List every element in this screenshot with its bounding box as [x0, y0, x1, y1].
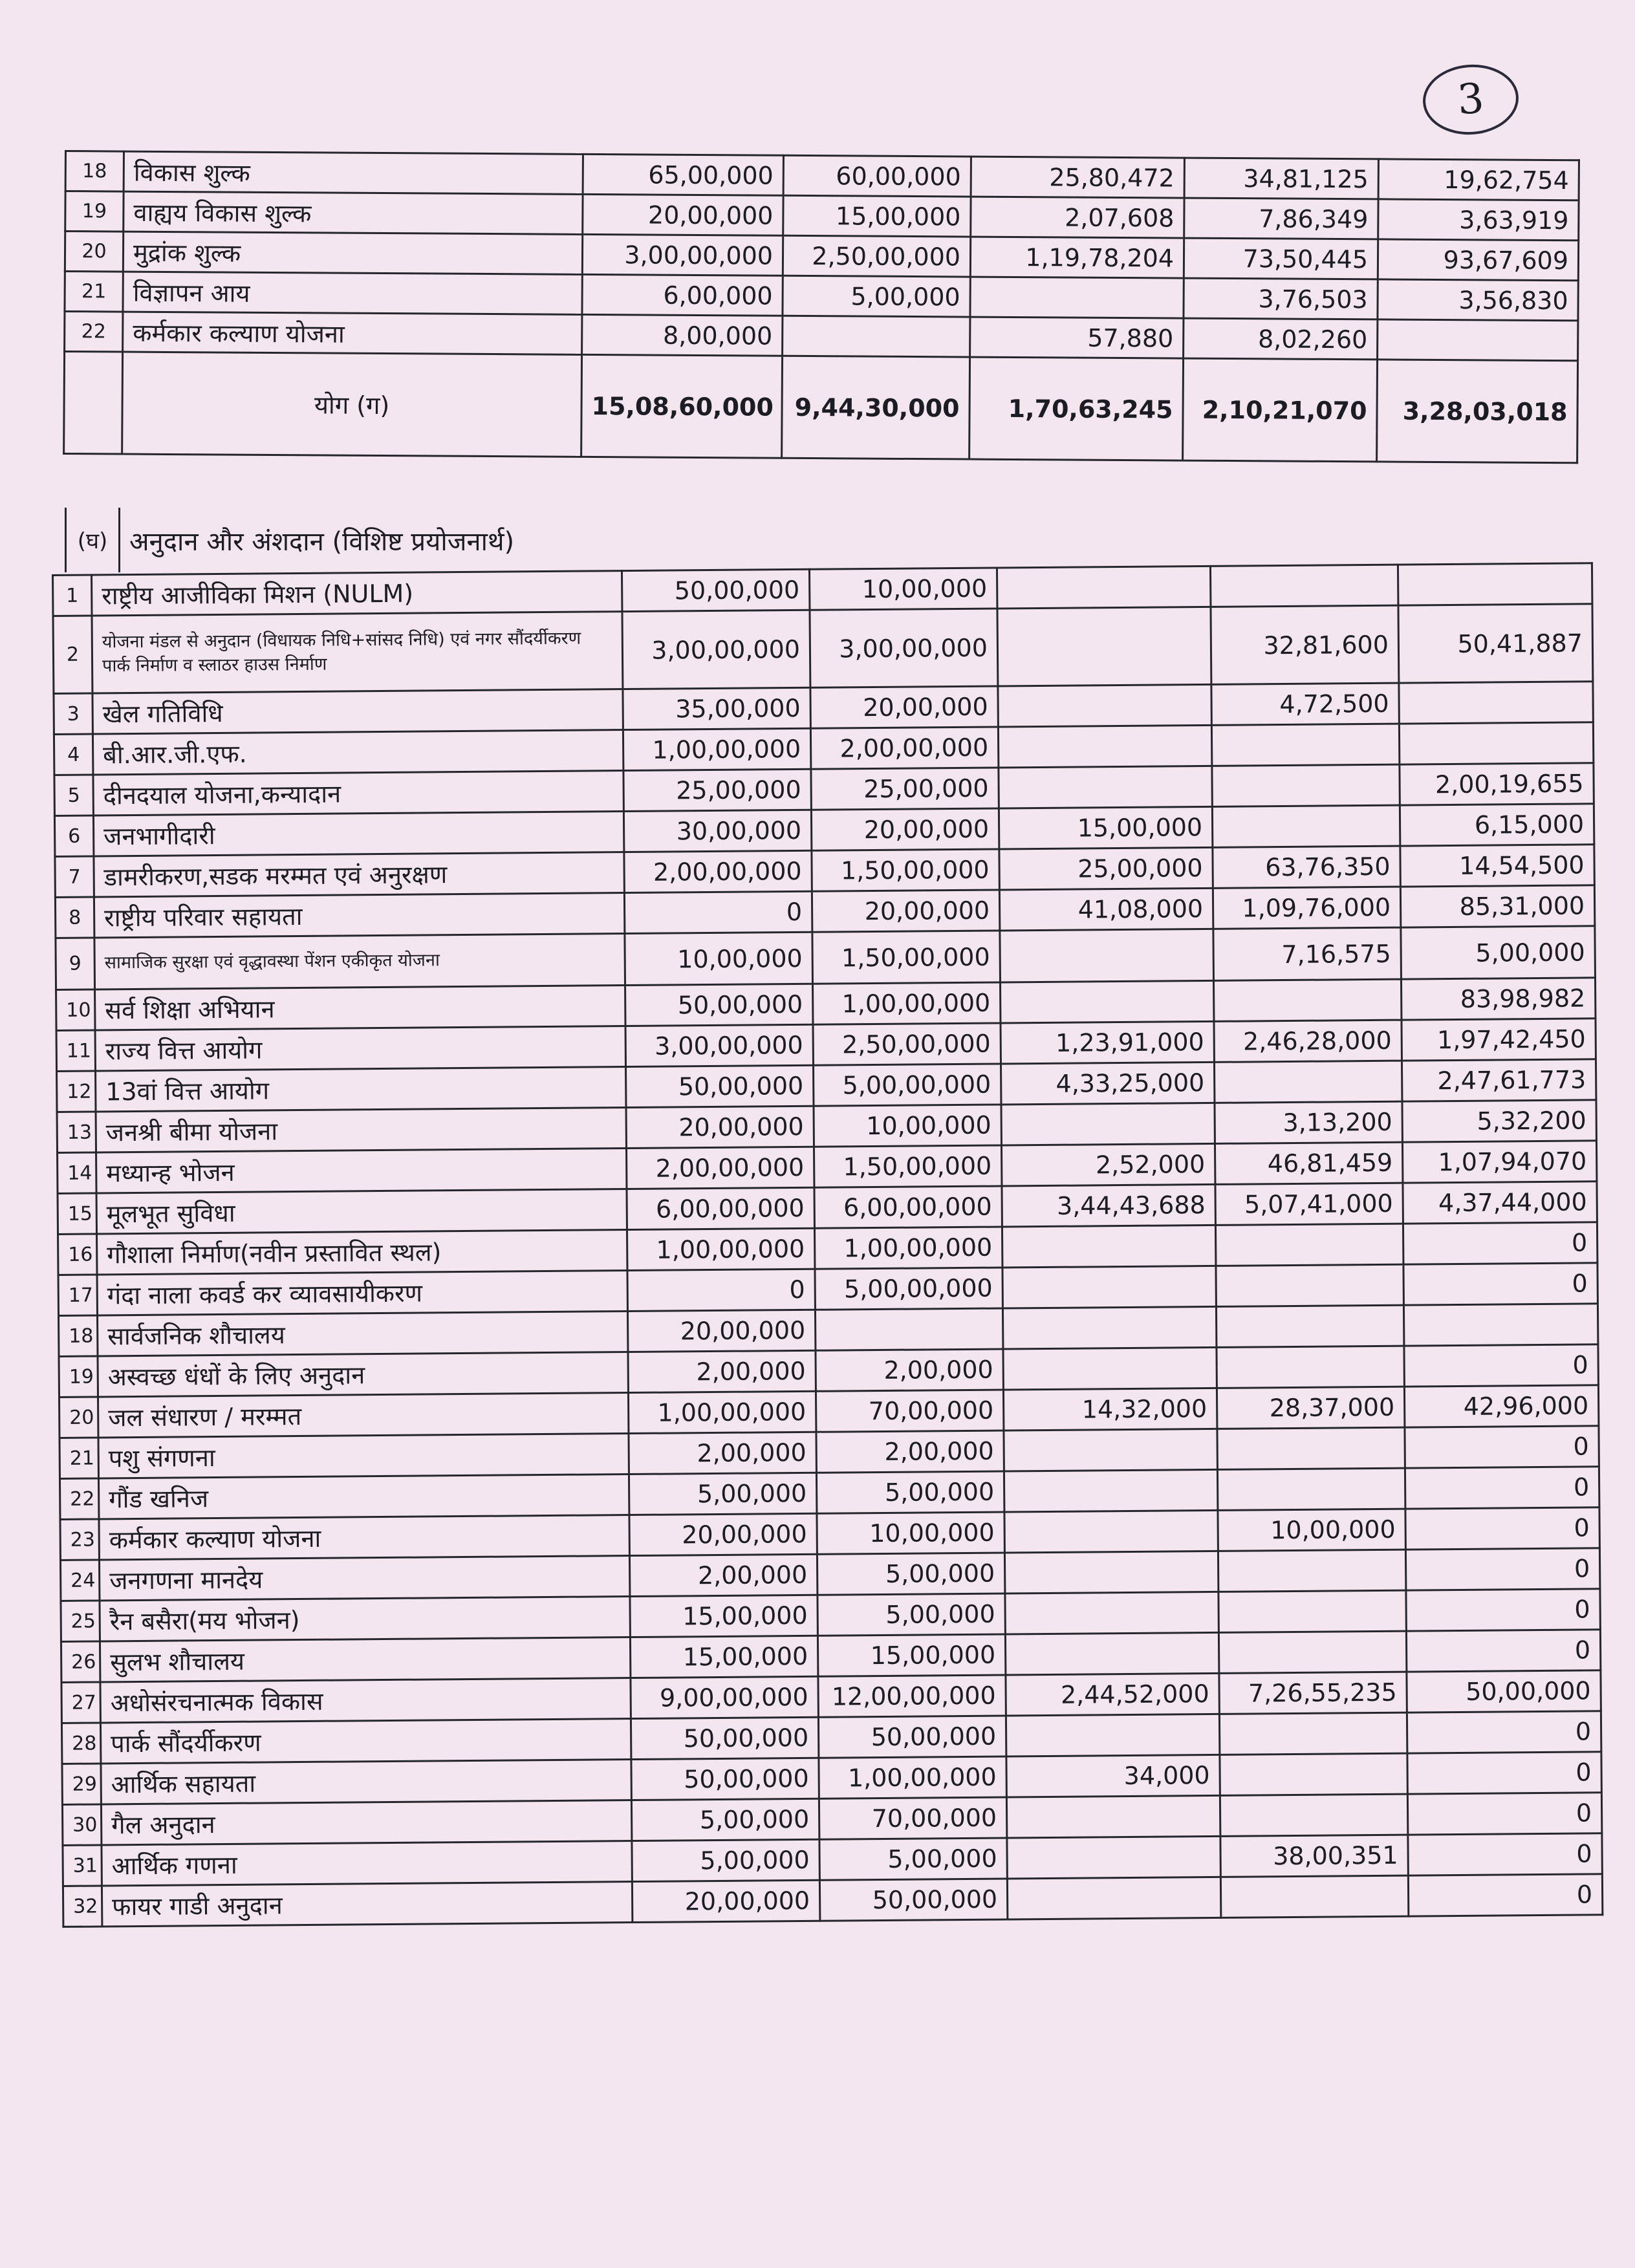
value-cell: 4,37,44,000 [1403, 1182, 1597, 1224]
value-cell: 50,00,000 [625, 984, 813, 1026]
item-name-cell: मुद्रांक शुल्क [123, 232, 582, 274]
value-cell: 1,00,00,000 [628, 1391, 816, 1433]
grants-table-section-d [52, 562, 1603, 1928]
value-cell: 50,00,000 [819, 1879, 1007, 1921]
value-cell: 4,33,25,000 [1001, 1062, 1214, 1105]
item-name-cell: अधोसंरचनात्मक विकास [100, 1678, 631, 1723]
value-cell [1006, 1795, 1220, 1838]
serial-number-cell: 22 [60, 1478, 98, 1519]
page-number: 3 [1420, 61, 1521, 138]
value-cell: 25,00,000 [811, 768, 999, 810]
value-cell: 2,00,000 [816, 1431, 1004, 1473]
item-name-cell: गौशाला निर्माण(नवीन प्रस्तावित स्थल) [97, 1230, 627, 1275]
item-name-cell: राष्ट्रीय परिवार सहायता [94, 893, 624, 938]
value-cell [998, 725, 1211, 768]
serial-number-cell: 1 [53, 575, 92, 616]
value-cell: 12,00,00,000 [818, 1675, 1006, 1717]
value-cell: 57,880 [970, 317, 1184, 358]
value-cell: 8,02,260 [1184, 318, 1378, 360]
value-cell: 85,31,000 [1400, 885, 1594, 927]
value-cell [970, 277, 1184, 318]
value-cell: 5,00,00,000 [815, 1268, 1002, 1310]
item-name-cell: कर्मकार कल्याण योजना [123, 312, 582, 354]
serial-number-cell: 28 [61, 1723, 100, 1764]
item-name-cell: रैन बसैरा(मय भोजन) [100, 1597, 630, 1641]
serial-number-cell: 7 [55, 856, 94, 897]
serial-number-cell: 29 [62, 1764, 101, 1804]
item-name-cell: जनभागीदारी [93, 812, 623, 856]
value-cell: 20,00,000 [629, 1513, 817, 1555]
value-cell [998, 684, 1211, 727]
total-value-cell: 2,10,21,070 [1183, 358, 1378, 462]
item-name-cell: मूलभूत सुविधा [96, 1189, 627, 1234]
item-name-cell: सामाजिक सुरक्षा एवं वृद्धावस्था पेंशन एकीकृत योजना [94, 934, 625, 989]
item-name-cell: खेल गतिविधि [92, 689, 623, 734]
value-cell: 0 [627, 1269, 815, 1311]
value-cell: 10,00,000 [1218, 1509, 1405, 1551]
value-cell [1216, 1305, 1403, 1347]
value-cell [1219, 1712, 1407, 1755]
value-cell: 2,00,000 [628, 1350, 816, 1392]
serial-number-cell: 26 [61, 1641, 100, 1682]
value-cell: 2,00,19,655 [1400, 763, 1594, 805]
value-cell: 3,00,00,000 [622, 610, 810, 689]
value-cell: 5,00,000 [783, 275, 970, 317]
value-cell: 5,00,000 [819, 1838, 1007, 1880]
value-cell [1004, 1551, 1218, 1593]
item-name-cell: आर्थिक गणना [102, 1841, 632, 1886]
value-cell: 1,19,78,204 [970, 237, 1184, 278]
value-cell [1002, 1306, 1216, 1349]
serial-number-cell: 19 [65, 191, 124, 232]
item-name-cell: डामरीकरण,सडक मरम्मत एवं अनुरक्षण [94, 852, 624, 897]
value-cell: 3,44,43,688 [1002, 1184, 1215, 1227]
value-cell: 2,00,00,000 [624, 850, 812, 892]
value-cell: 5,00,000 [817, 1553, 1004, 1595]
item-name-cell: सुलभ शौचालय [100, 1637, 630, 1682]
value-cell: 50,00,000 [1407, 1670, 1601, 1712]
value-cell: 2,00,000 [816, 1349, 1003, 1391]
table-row [53, 604, 1593, 694]
value-cell [1002, 1266, 1216, 1308]
value-cell: 2,00,00,000 [810, 727, 998, 769]
value-cell: 8,00,000 [582, 314, 783, 356]
value-cell: 50,00,000 [631, 1717, 818, 1759]
value-cell: 0 [1405, 1426, 1599, 1468]
value-cell: 20,00,000 [627, 1310, 815, 1352]
item-name-cell: राष्ट्रीय आजीविका मिशन (NULM) [92, 571, 622, 616]
value-cell [1004, 1429, 1217, 1471]
value-cell: 1,50,00,000 [812, 849, 999, 891]
blank-cell [64, 352, 123, 455]
value-cell: 7,86,349 [1184, 198, 1378, 239]
value-cell: 15,00,000 [630, 1595, 817, 1637]
value-cell: 0 [1407, 1793, 1601, 1835]
value-cell: 6,15,000 [1400, 804, 1594, 846]
value-cell: 50,00,000 [631, 1758, 819, 1800]
value-cell: 2,00,000 [629, 1432, 816, 1474]
value-cell: 1,50,00,000 [814, 1145, 1001, 1187]
item-name-cell: बी.आर.जी.एफ. [92, 730, 623, 775]
value-cell: 0 [1406, 1589, 1600, 1631]
item-name-cell: विकास शुल्क [124, 151, 583, 194]
value-cell [999, 766, 1212, 808]
value-cell: 5,00,000 [817, 1593, 1005, 1636]
section-heading [65, 508, 1580, 572]
value-cell: 0 [1406, 1630, 1600, 1672]
item-name-cell: विज्ञापन आय [123, 272, 582, 314]
value-cell: 20,00,000 [632, 1880, 819, 1922]
total-value-cell: 1,70,63,245 [969, 357, 1184, 460]
section-code: (घ) [67, 508, 120, 572]
serial-number-cell: 30 [62, 1804, 101, 1845]
serial-number-cell: 25 [61, 1601, 100, 1641]
value-cell: 10,00,000 [814, 1105, 1001, 1147]
value-cell: 3,56,830 [1378, 279, 1578, 321]
value-cell [997, 566, 1210, 609]
value-cell: 14,32,000 [1003, 1388, 1217, 1431]
serial-number-cell: 19 [59, 1356, 98, 1397]
value-cell: 19,62,754 [1378, 159, 1579, 200]
value-cell: 25,80,472 [971, 157, 1184, 198]
serial-number-cell: 3 [54, 693, 92, 734]
value-cell: 0 [1405, 1507, 1599, 1550]
value-cell: 2,50,00,000 [783, 235, 970, 277]
value-cell [1214, 1061, 1402, 1103]
value-cell: 3,00,00,000 [810, 609, 998, 687]
value-cell: 0 [1404, 1345, 1598, 1387]
serial-number-cell: 2 [53, 616, 92, 693]
value-cell [815, 1308, 1002, 1350]
serial-number-cell: 16 [58, 1234, 97, 1275]
serial-number-cell: 32 [63, 1886, 102, 1927]
value-cell: 41,08,000 [999, 888, 1213, 931]
value-cell: 5,32,200 [1402, 1100, 1596, 1142]
serial-number-cell: 23 [60, 1519, 99, 1560]
item-name-cell: पार्क सौंदर्यीकरण [100, 1719, 631, 1764]
value-cell [1217, 1346, 1404, 1388]
value-cell: 32,81,600 [1211, 605, 1399, 684]
value-cell [1004, 1510, 1218, 1553]
serial-number-cell: 17 [58, 1275, 97, 1315]
value-cell: 63,76,350 [1213, 846, 1400, 888]
value-cell [1001, 1103, 1215, 1145]
value-cell: 1,00,00,000 [814, 1227, 1002, 1269]
value-cell [1211, 724, 1399, 766]
value-cell [1003, 1347, 1217, 1390]
value-cell: 34,81,125 [1184, 158, 1378, 199]
value-cell: 42,96,000 [1404, 1385, 1598, 1427]
section-title: अनुदान और अंशदान (विशिष्ट प्रयोजनार्थ) [129, 526, 515, 557]
serial-number-cell: 20 [59, 1397, 98, 1438]
value-cell [1403, 1304, 1597, 1346]
item-name-cell: आर्थिक सहायता [101, 1760, 631, 1804]
item-name-cell: 13वां वित्त आयोग [96, 1067, 626, 1112]
value-cell [1212, 764, 1400, 806]
value-cell [1005, 1632, 1218, 1675]
item-name-cell: दीनदयाल योजना,कन्यादान [93, 771, 623, 815]
value-cell [1006, 1714, 1219, 1756]
serial-number-cell: 18 [59, 1315, 98, 1356]
value-cell: 2,07,608 [971, 197, 1184, 238]
item-name-cell: गैल अनुदान [101, 1800, 631, 1845]
value-cell: 38,00,351 [1220, 1835, 1408, 1877]
value-cell: 20,00,000 [812, 890, 999, 932]
value-cell: 65,00,000 [583, 154, 783, 195]
item-name-cell: योजना मंडल से अनुदान (विधायक निधि+सांसद निधि) एवं नगर सौंदर्यीकरण पार्क निर्माण व स्लाठर हाउस निर्माण [92, 612, 623, 693]
value-cell: 25,00,000 [999, 847, 1213, 890]
value-cell [783, 316, 970, 357]
total-row [64, 352, 1578, 463]
value-cell: 0 [1403, 1263, 1597, 1305]
value-cell: 28,37,000 [1217, 1387, 1404, 1429]
value-cell [1216, 1264, 1403, 1306]
value-cell: 5,00,000 [816, 1471, 1004, 1513]
serial-number-cell: 27 [61, 1682, 100, 1723]
value-cell: 5,07,41,000 [1215, 1183, 1403, 1225]
value-cell: 3,00,00,000 [582, 234, 783, 275]
item-name-cell: जनगणना मानदेय [99, 1556, 629, 1601]
item-name-cell: राज्य वित्त आयोग [95, 1026, 625, 1071]
serial-number-cell: 18 [65, 151, 124, 192]
value-cell: 1,09,76,000 [1213, 887, 1400, 929]
value-cell: 70,00,000 [819, 1797, 1006, 1839]
value-cell: 50,00,000 [626, 1065, 814, 1107]
value-cell: 15,00,000 [999, 806, 1212, 849]
item-name-cell: जल संधारण / मरम्मत [98, 1393, 628, 1438]
value-cell [1212, 805, 1400, 847]
value-cell: 1,00,00,000 [813, 982, 1001, 1024]
value-cell: 1,23,91,000 [1001, 1021, 1214, 1064]
value-cell: 15,00,000 [817, 1634, 1005, 1676]
value-cell [1399, 722, 1593, 764]
value-cell [1398, 563, 1592, 605]
value-cell [1220, 1875, 1408, 1917]
value-cell: 10,00,000 [817, 1512, 1004, 1554]
item-name-cell: सर्व शिक्षा अभियान [95, 986, 625, 1030]
serial-number-cell: 11 [56, 1030, 95, 1071]
value-cell [1002, 1225, 1215, 1268]
value-cell: 93,67,609 [1378, 239, 1578, 281]
value-cell: 1,97,42,450 [1402, 1019, 1596, 1061]
value-cell: 0 [1405, 1467, 1599, 1509]
value-cell [1001, 980, 1214, 1023]
value-cell: 6,00,000 [582, 274, 783, 316]
item-name-cell: जनश्री बीमा योजना [96, 1108, 626, 1152]
value-cell: 5,00,00,000 [813, 1064, 1001, 1106]
value-cell: 2,50,00,000 [813, 1023, 1001, 1065]
serial-number-cell: 4 [54, 734, 92, 775]
value-cell [1007, 1836, 1220, 1879]
value-cell: 3,13,200 [1215, 1101, 1402, 1143]
value-cell: 0 [624, 891, 812, 933]
value-cell: 35,00,000 [623, 687, 810, 729]
serial-number-cell: 10 [56, 989, 95, 1030]
item-name-cell: फायर गाडी अनुदान [102, 1882, 632, 1927]
serial-number-cell: 14 [58, 1152, 96, 1193]
value-cell: 70,00,000 [816, 1390, 1003, 1432]
value-cell: 5,00,000 [629, 1473, 816, 1515]
value-cell: 3,76,503 [1184, 278, 1378, 319]
serial-number-cell: 6 [54, 815, 93, 856]
value-cell: 10,00,000 [625, 932, 813, 985]
value-cell: 20,00,000 [811, 808, 999, 850]
value-cell: 50,41,887 [1398, 604, 1593, 683]
total-value-cell: 3,28,03,018 [1377, 360, 1578, 463]
serial-number-cell: 21 [60, 1438, 98, 1478]
value-cell: 25,00,000 [623, 769, 811, 811]
value-cell: 50,00,000 [622, 569, 809, 611]
value-cell: 10,00,000 [809, 568, 997, 610]
value-cell: 1,50,00,000 [812, 931, 1001, 984]
item-name-cell: गौंड खनिज [98, 1474, 629, 1519]
value-cell: 2,00,00,000 [626, 1147, 814, 1189]
value-cell: 0 [1403, 1222, 1597, 1264]
serial-number-cell: 20 [65, 232, 123, 272]
value-cell: 73,50,445 [1184, 238, 1378, 279]
item-name-cell: कर्मकार कल्याण योजना [99, 1515, 629, 1560]
serial-number-cell: 15 [58, 1193, 96, 1234]
value-cell [1007, 1877, 1220, 1919]
item-name-cell: गंदा नाला कवर्ड कर व्यावसायीकरण [97, 1271, 627, 1315]
value-cell: 30,00,000 [623, 810, 811, 852]
value-cell [1210, 565, 1398, 607]
value-cell [1004, 1469, 1217, 1512]
value-cell [1218, 1631, 1406, 1673]
value-cell [1213, 979, 1401, 1021]
value-cell: 2,47,61,773 [1402, 1059, 1596, 1101]
item-name-cell: अस्वच्छ धंधों के लिए अनुदान [98, 1352, 628, 1397]
value-cell: 5,00,000 [631, 1798, 819, 1841]
value-cell: 0 [1405, 1548, 1599, 1590]
value-cell [1218, 1590, 1406, 1632]
value-cell [1000, 929, 1214, 982]
value-cell: 20,00,000 [810, 686, 998, 728]
value-cell: 2,00,000 [629, 1554, 817, 1596]
value-cell: 0 [1408, 1833, 1602, 1875]
value-cell [997, 607, 1211, 686]
item-name-cell: मध्यान्ह भोजन [96, 1149, 627, 1193]
value-cell [1217, 1427, 1405, 1469]
item-name-cell: सार्वजनिक शौचालय [98, 1312, 628, 1356]
value-cell [1378, 319, 1578, 361]
value-cell [1218, 1550, 1405, 1592]
value-cell [1217, 1468, 1405, 1510]
value-cell: 1,07,94,070 [1402, 1141, 1596, 1183]
value-cell [1215, 1224, 1403, 1266]
item-name-cell: पशु संगणना [98, 1434, 629, 1478]
value-cell: 2,52,000 [1001, 1143, 1215, 1186]
value-cell [1005, 1592, 1218, 1634]
total-value-cell: 15,08,60,000 [581, 354, 783, 458]
income-table-section-c [63, 150, 1580, 464]
value-cell: 6,00,00,000 [814, 1186, 1002, 1228]
value-cell: 3,00,00,000 [625, 1024, 813, 1066]
value-cell: 3,63,919 [1378, 199, 1579, 241]
value-cell: 83,98,982 [1401, 978, 1595, 1020]
serial-number-cell: 9 [56, 938, 95, 989]
value-cell: 9,00,00,000 [631, 1676, 818, 1718]
serial-number-cell: 13 [57, 1112, 96, 1152]
value-cell [1220, 1794, 1407, 1836]
value-cell: 34,000 [1006, 1755, 1220, 1797]
value-cell: 2,46,28,000 [1214, 1020, 1402, 1062]
serial-number-cell: 5 [54, 775, 93, 815]
serial-number-cell: 31 [63, 1845, 102, 1886]
value-cell [1399, 682, 1593, 724]
value-cell: 2,44,52,000 [1006, 1673, 1219, 1716]
serial-number-cell: 12 [57, 1071, 96, 1112]
value-cell [1220, 1753, 1407, 1795]
total-value-cell: 9,44,30,000 [782, 356, 970, 459]
value-cell: 7,26,55,235 [1219, 1672, 1407, 1714]
value-cell: 15,00,000 [630, 1636, 817, 1678]
value-cell: 1,00,00,000 [819, 1756, 1006, 1798]
value-cell: 14,54,500 [1400, 845, 1594, 887]
serial-number-cell: 8 [55, 897, 94, 938]
value-cell: 15,00,000 [783, 195, 971, 237]
serial-number-cell: 24 [60, 1560, 99, 1601]
value-cell: 0 [1408, 1874, 1602, 1916]
value-cell: 50,00,000 [818, 1716, 1006, 1758]
value-cell: 1,00,00,000 [623, 728, 810, 770]
serial-number-cell: 22 [65, 312, 123, 352]
value-cell: 5,00,000 [1401, 926, 1596, 979]
value-cell: 5,00,000 [632, 1839, 819, 1881]
total-label: योग (ग) [122, 352, 582, 457]
value-cell: 4,72,500 [1211, 683, 1399, 725]
value-cell: 7,16,575 [1213, 927, 1402, 980]
value-cell: 60,00,000 [783, 155, 971, 197]
value-cell: 1,00,00,000 [627, 1228, 814, 1270]
value-cell: 6,00,00,000 [627, 1187, 814, 1229]
value-cell: 20,00,000 [583, 194, 783, 235]
value-cell: 46,81,459 [1215, 1142, 1402, 1184]
serial-number-cell: 21 [65, 272, 123, 312]
value-cell: 20,00,000 [626, 1106, 814, 1148]
value-cell: 0 [1407, 1711, 1601, 1753]
item-name-cell: वाह्यय विकास शुल्क [124, 191, 583, 234]
value-cell: 0 [1407, 1752, 1601, 1794]
